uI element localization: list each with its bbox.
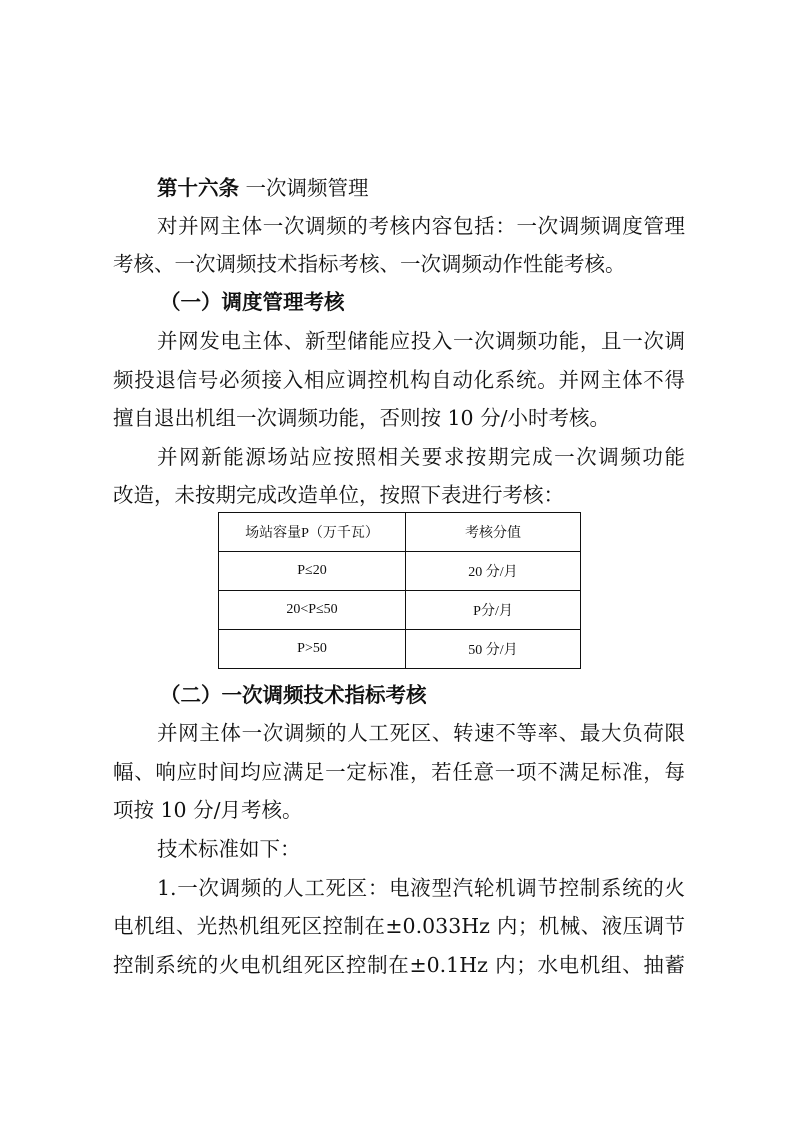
table-cell-capacity: P≤20 bbox=[219, 552, 406, 591]
section1-para1-line-1: 并网发电主体、新型储能应投入一次调频功能，且一次调 bbox=[157, 329, 685, 353]
section2-para1-line-2: 幅、响应时间均应满足一定标准，若任意一项不满足标准，每 bbox=[113, 760, 685, 784]
table-header-score: 考核分值 bbox=[406, 513, 581, 552]
table-cell-capacity: 20<P≤50 bbox=[219, 591, 406, 630]
assessment-table bbox=[218, 512, 581, 669]
table-cell-capacity: P>50 bbox=[219, 630, 406, 669]
section2-para1-line-3: 项按 10 分/月考核。 bbox=[113, 798, 303, 822]
section1-para2-line-1: 并网新能源场站应按照相关要求按期完成一次调频功能 bbox=[157, 445, 685, 469]
section1-heading: （一）调度管理考核 bbox=[160, 290, 345, 314]
section1-para1-line-2: 频投退信号必须接入相应调控机构自动化系统。并网主体不得 bbox=[113, 368, 685, 392]
table-row bbox=[219, 552, 581, 591]
item1-line-2: 电机组、光热机组死区控制在±0.033Hz 内；机械、液压调节 bbox=[113, 914, 685, 938]
table-header-capacity: 场站容量P（万千瓦） bbox=[219, 513, 406, 552]
article-number: 第十六条 bbox=[157, 176, 239, 200]
intro-line-1: 对并网主体一次调频的考核内容包括：一次调频调度管理 bbox=[157, 214, 685, 238]
standards-intro: 技术标准如下： bbox=[157, 837, 301, 861]
table-row bbox=[219, 591, 581, 630]
table-cell-score: 20 分/月 bbox=[406, 552, 581, 591]
item1-line-1: 1.一次调频的人工死区：电液型汽轮机调节控制系统的火 bbox=[157, 876, 685, 900]
table-row bbox=[219, 630, 581, 669]
section2-para1-line-1: 并网主体一次调频的人工死区、转速不等率、最大负荷限 bbox=[157, 721, 685, 745]
table-cell-score: P分/月 bbox=[406, 591, 581, 630]
intro-line-2: 考核、一次调频技术指标考核、一次调频动作性能考核。 bbox=[113, 252, 626, 276]
section2-heading: （二）一次调频技术指标考核 bbox=[160, 683, 427, 707]
article-title: 一次调频管理 bbox=[245, 176, 369, 200]
section1-para1-line-3: 擅自退出机组一次调频功能，否则按 10 分/小时考核。 bbox=[113, 406, 611, 430]
item1-line-3: 控制系统的火电机组死区控制在±0.1Hz 内；水电机组、抽蓄 bbox=[113, 953, 685, 977]
table-cell-score: 50 分/月 bbox=[406, 630, 581, 669]
section1-para2-line-2: 改造，未按期完成改造单位，按照下表进行考核： bbox=[113, 483, 564, 507]
article-heading bbox=[157, 169, 685, 207]
table-header-row bbox=[219, 513, 581, 552]
